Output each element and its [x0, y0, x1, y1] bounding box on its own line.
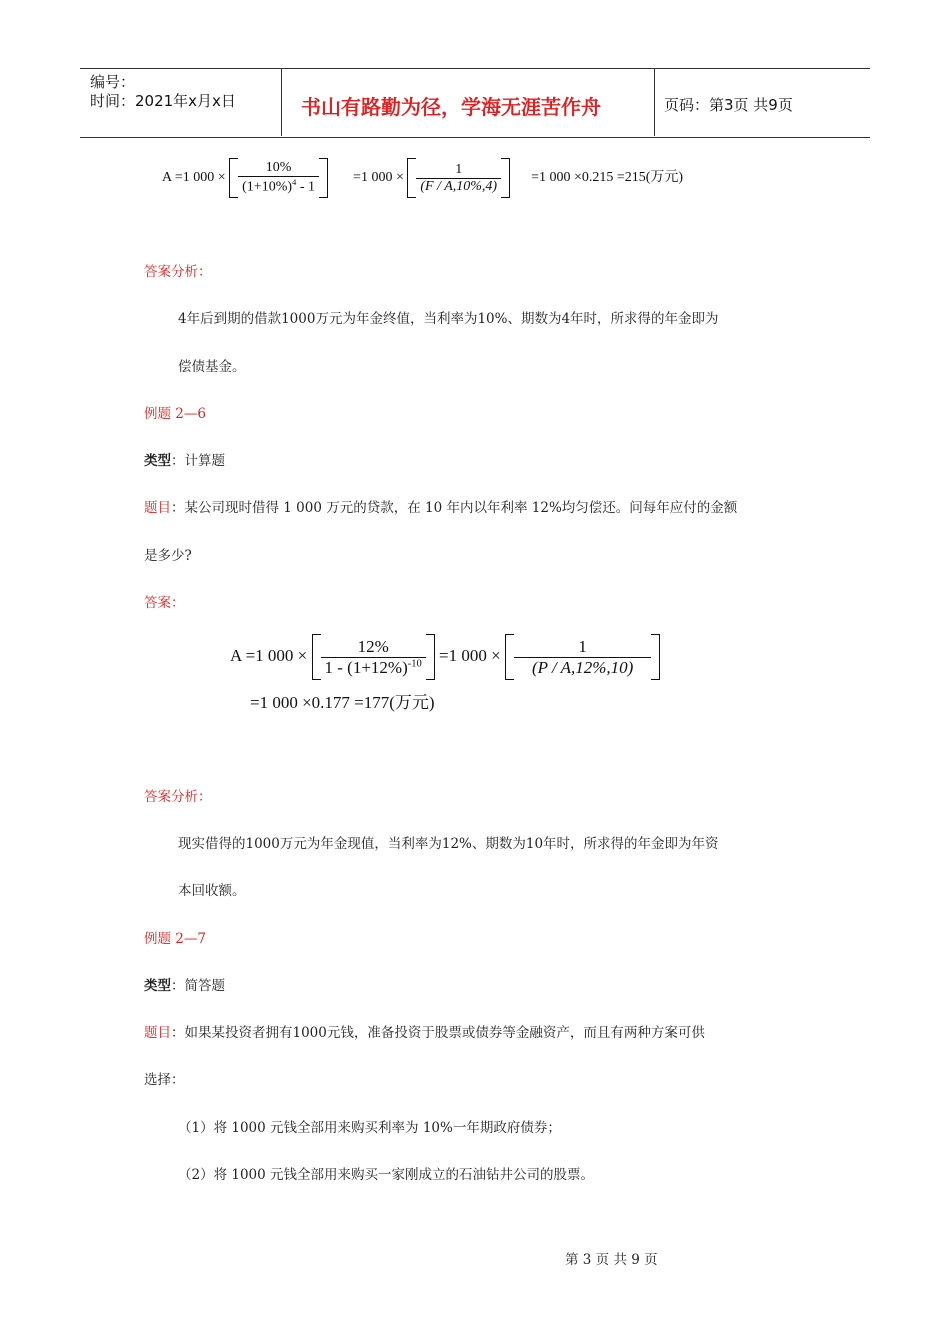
formula-capital-recovery [230, 634, 660, 680]
header-motto: 书山有路勤为径，学海无涯苦作舟 [301, 95, 601, 119]
fraction-denominator: $1 - (1+12\%)^{-10}$ [321, 657, 426, 678]
answer-analysis-label: 答案分析： [144, 264, 212, 280]
bracket-right [426, 634, 435, 680]
bracket-right [319, 158, 328, 198]
bracket-left [229, 158, 238, 198]
question-label: 题目 [144, 1025, 171, 1041]
option-item: （1）将 1000 元钱全部用来购买利率为 10%一年期政府债券； [178, 1120, 561, 1136]
example-title: 例题 2—6 [144, 406, 206, 422]
header-page-label: 页码：第3页 共9页 [664, 96, 793, 114]
formula-mid: =1 000 × [353, 170, 404, 186]
fraction-numerator: 1 [455, 161, 463, 177]
bracket-right [501, 158, 510, 198]
question-text: ：某公司现时借得 1 000 万元的贷款，在 10 年内以年利率 12%均匀偿还。问每年应付的金额 [171, 500, 738, 516]
fraction-denominator: (P / A,12%,10) [514, 657, 651, 678]
type-label: 类型 [144, 453, 171, 469]
bracket-right [651, 634, 660, 680]
fraction-numerator: 1 [578, 636, 587, 656]
header-divider [281, 68, 282, 136]
bracket-left [312, 634, 321, 680]
header-time-label: 时间：2021年x月x日 [90, 92, 236, 110]
question-text-line: 是多少? [144, 548, 192, 564]
formula-fraction [238, 160, 319, 196]
example-type [144, 449, 225, 469]
answer-analysis-label: 答案分析： [144, 789, 212, 805]
formula-fraction [514, 637, 651, 678]
example-question [144, 1021, 705, 1041]
formula-mid: =1 000 × [439, 645, 501, 665]
formula-result: =1 000 ×0.215 =215(万元) [531, 170, 684, 186]
analysis-text-line: 现实借得的1000万元为年金现值，当利率为12%、期数为10年时，所求得的年金即为年资 [178, 836, 719, 852]
type-value: ：简答题 [171, 978, 225, 994]
fraction-numerator: 10% [265, 160, 292, 176]
option-item: （2）将 1000 元钱全部用来购买一家刚成立的石油钻井公司的股票。 [178, 1167, 595, 1183]
formula-fraction [321, 637, 426, 678]
type-label: 类型 [144, 978, 171, 994]
header-number-label: 编号： [90, 73, 136, 91]
question-label: 题目 [144, 500, 171, 516]
question-text: ：如果某投资者拥有1000元钱，准备投资于股票或债券等金融资产，而且有两种方案可供 [171, 1025, 705, 1041]
formula-fraction [416, 162, 501, 195]
example-question [144, 496, 737, 516]
formula-annuity-sinking-fund [162, 158, 683, 198]
type-value: ：计算题 [171, 453, 225, 469]
analysis-text-line: 本回收额。 [178, 883, 246, 899]
formula-lhs: A =1 000 × [230, 645, 308, 665]
answer-label: 答案： [144, 595, 185, 611]
analysis-text-line: 偿债基金。 [178, 359, 246, 375]
formula-result-line: =1 000 ×0.177 =177(万元) [250, 693, 435, 712]
analysis-text-line: 4年后到期的借款1000万元为年金终值，当利率为10%、期数为4年时，所求得的年金即为 [178, 311, 719, 327]
fraction-denominator: $(1+10\%)^4 - 1$ [238, 176, 319, 196]
example-title: 例题 2—7 [144, 931, 206, 947]
header-divider [654, 68, 655, 136]
fraction-numerator: 12% [357, 636, 389, 656]
bracket-left [407, 158, 416, 198]
bracket-left [505, 634, 514, 680]
fraction-denominator: (F / A,10%,4) [416, 178, 501, 195]
formula-lhs: A =1 000 × [162, 170, 226, 186]
question-text-line: 选择： [144, 1072, 185, 1088]
page-footer: 第 3 页 共 9 页 [565, 1252, 658, 1268]
example-type [144, 974, 225, 994]
